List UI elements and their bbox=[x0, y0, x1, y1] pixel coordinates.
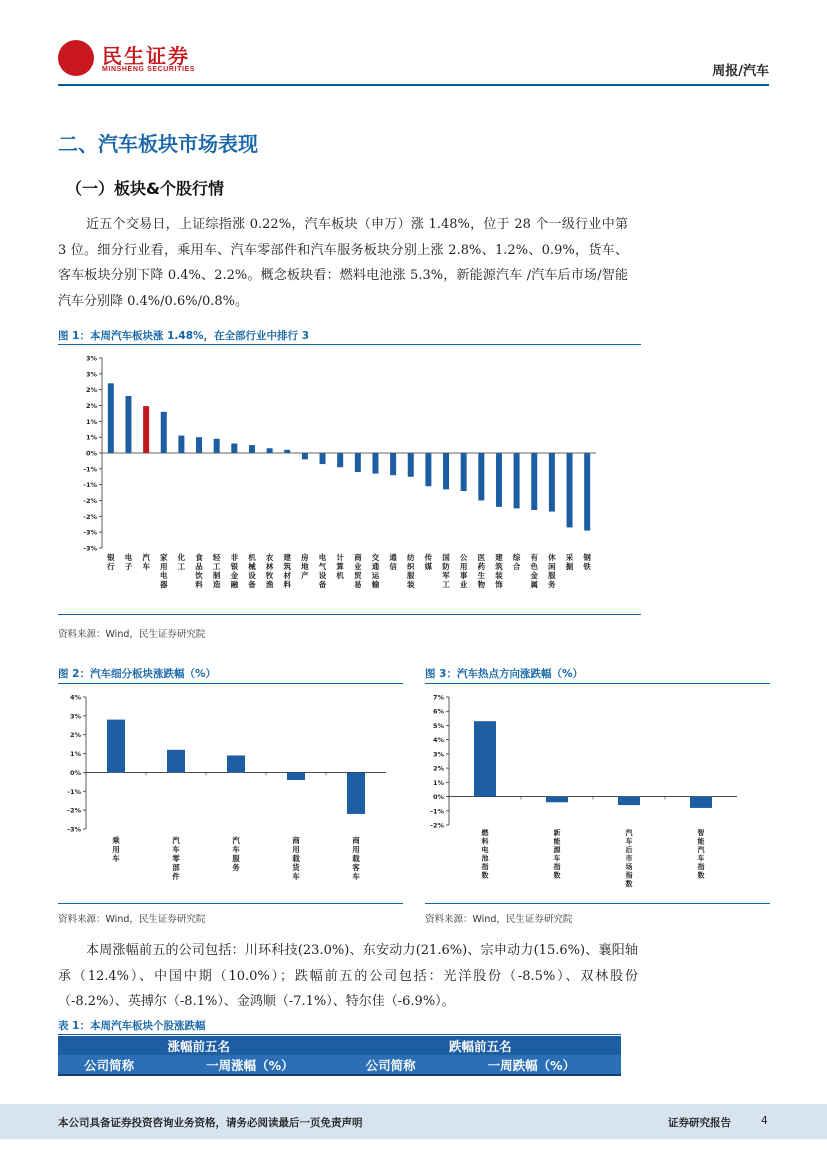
bar-电子 bbox=[125, 396, 131, 453]
bar-房地产 bbox=[302, 453, 308, 459]
y-tick-label: 6% bbox=[432, 707, 444, 716]
bar-建筑装饰 bbox=[496, 453, 502, 507]
y-tick-label: -1% bbox=[83, 481, 97, 490]
figure3-caption-line bbox=[425, 683, 770, 684]
y-tick-label: 3% bbox=[432, 750, 444, 759]
bar-建筑材料 bbox=[284, 450, 290, 453]
bar-交通运输 bbox=[372, 453, 378, 474]
x-tick-label: 燃料电池指数 bbox=[481, 829, 489, 880]
bar-公用事业 bbox=[461, 453, 467, 491]
table-col-weekly-loss: 一周跌幅（%） bbox=[442, 1055, 621, 1075]
bar-食品饮料 bbox=[196, 437, 202, 453]
y-tick-label: -3% bbox=[67, 825, 81, 834]
y-tick-label: -2% bbox=[430, 821, 444, 830]
bar-智能汽车指数 bbox=[690, 797, 712, 808]
bar-机械设备 bbox=[249, 445, 255, 453]
x-tick-label: 房地产 bbox=[301, 553, 309, 580]
y-tick-label: -1% bbox=[83, 465, 97, 474]
bar-银行 bbox=[108, 383, 114, 453]
y-tick-label: 1% bbox=[69, 750, 81, 759]
x-tick-label: 钢铁 bbox=[583, 553, 591, 571]
figure2-chart bbox=[58, 685, 403, 903]
x-tick-label: 医药生物 bbox=[477, 553, 486, 589]
figure1-bottom-line bbox=[58, 614, 641, 615]
y-tick-label: -1% bbox=[67, 787, 81, 796]
y-tick-label: 3% bbox=[85, 370, 97, 379]
bar-汽车零部件 bbox=[167, 750, 185, 773]
x-tick-label: 汽车后市场指数 bbox=[625, 829, 633, 888]
y-tick-label: 7% bbox=[432, 693, 444, 702]
y-tick-label: 0% bbox=[69, 768, 81, 777]
y-tick-label: 1% bbox=[432, 778, 444, 787]
x-tick-label: 汽车 bbox=[142, 553, 150, 571]
x-tick-label: 汽车服务 bbox=[232, 836, 240, 872]
page-number: 4 bbox=[761, 1115, 768, 1127]
x-tick-label: 化工 bbox=[177, 553, 186, 571]
bar-电气设备 bbox=[320, 453, 326, 464]
x-tick-label: 公用事业 bbox=[459, 553, 468, 589]
y-tick-label: 5% bbox=[432, 721, 444, 730]
x-tick-label: 纺织服装 bbox=[407, 553, 415, 589]
table-col-company-down: 公司简称 bbox=[339, 1055, 441, 1075]
y-tick-label: -3% bbox=[83, 528, 97, 537]
figure3-chart bbox=[425, 685, 770, 903]
logo-subtext: MINSHENG SECURITIES bbox=[102, 66, 196, 73]
x-tick-label: 非银金融 bbox=[230, 553, 239, 589]
bar-乘用车 bbox=[107, 720, 125, 773]
table1-caption-line bbox=[58, 1034, 621, 1035]
footer-disclaimer: 本公司具备证券投资咨询业务资格，请务必阅读最后一页免责声明 bbox=[58, 1117, 363, 1129]
x-tick-label: 建筑装饰 bbox=[495, 553, 503, 589]
bar-钢铁 bbox=[584, 453, 590, 531]
figure1-caption: 图 1：本周汽车板块涨 1.48%，在全部行业中排行 3 bbox=[58, 330, 310, 342]
figure2-bottom-line bbox=[58, 903, 403, 904]
bar-休闲服务 bbox=[549, 453, 555, 512]
bar-采掘 bbox=[567, 453, 573, 527]
figure2-source: 资料来源：Wind，民生证券研究院 bbox=[58, 914, 206, 925]
x-tick-label: 乘用车 bbox=[112, 836, 120, 863]
bar-有色金属 bbox=[531, 453, 537, 510]
x-tick-label: 商业贸易 bbox=[354, 553, 362, 589]
y-tick-label: 2% bbox=[85, 402, 97, 410]
subsection-title: （一）板块&个股行情 bbox=[66, 179, 224, 198]
x-tick-label: 智能汽车指数 bbox=[697, 829, 705, 880]
x-tick-label: 食品饮料 bbox=[195, 553, 203, 589]
logo-icon bbox=[58, 40, 94, 76]
x-tick-label: 新能源车指数 bbox=[553, 829, 561, 880]
bar-综合 bbox=[514, 453, 520, 508]
figure1-caption-line bbox=[58, 344, 641, 345]
x-tick-label: 电子 bbox=[124, 553, 133, 571]
figure3-bottom-line bbox=[425, 903, 770, 904]
bar-家用电器 bbox=[161, 412, 167, 453]
y-tick-label: 0% bbox=[432, 793, 444, 802]
y-tick-label: 0% bbox=[85, 449, 97, 458]
bar-通信 bbox=[390, 453, 396, 475]
table1-caption: 表 1：本周汽车板块个股涨跌幅 bbox=[58, 1020, 206, 1032]
y-tick-label: 2% bbox=[85, 386, 97, 395]
x-tick-label: 银行 bbox=[107, 553, 115, 571]
y-tick-label: -2% bbox=[83, 497, 97, 505]
bar-计算机 bbox=[337, 453, 343, 467]
bar-汽车服务 bbox=[227, 755, 245, 772]
x-tick-label: 汽车零部件 bbox=[172, 836, 180, 881]
figure2-caption-line bbox=[58, 683, 403, 684]
bar-化工 bbox=[178, 436, 184, 453]
bar-国防军工 bbox=[443, 453, 449, 489]
x-tick-label: 有色金属 bbox=[530, 553, 538, 589]
paragraph-top-movers: 本周涨幅前五的公司包括：川环科技(23.0%)、东安动力(21.6%)、宗申动力(15.6%)、襄阳轴承（12.4%）、中国中期（10.0%）；跌幅前五的公司包括：光洋股份（-8.5%）、双林股份（-8.2%）、英搏尔（-8.1%）、金鸿顺（-7.1%）、特尔佳（-6.9%）。 bbox=[58, 943, 638, 1009]
bar-新能源车指数 bbox=[546, 797, 568, 803]
x-tick-label: 计算机 bbox=[336, 553, 344, 580]
bar-商业贸易 bbox=[355, 453, 361, 472]
y-tick-label: -2% bbox=[83, 512, 97, 521]
figure3-source: 资料来源：Wind，民生证券研究院 bbox=[425, 914, 573, 925]
x-tick-label: 休闲服务 bbox=[548, 553, 556, 589]
x-tick-label: 电气设备 bbox=[318, 553, 327, 589]
y-tick-label: -3% bbox=[83, 544, 97, 553]
table-col-weekly-gain: 一周涨幅（%） bbox=[160, 1055, 339, 1075]
header-divider bbox=[58, 84, 769, 86]
figure1-source: 资料来源：Wind，民生证券研究院 bbox=[58, 629, 206, 640]
x-tick-label: 采掘 bbox=[565, 553, 574, 571]
x-tick-label: 建筑材料 bbox=[283, 553, 291, 589]
y-tick-label: 3% bbox=[85, 354, 97, 363]
figure2-caption: 图 2：汽车细分板块涨跌幅（%） bbox=[58, 668, 216, 680]
y-tick-label: -1% bbox=[430, 807, 444, 816]
x-tick-label: 通信 bbox=[389, 553, 397, 571]
y-tick-label: -2% bbox=[67, 806, 81, 815]
bar-汽车 bbox=[143, 406, 149, 453]
bar-汽车后市场指数 bbox=[618, 797, 640, 806]
bar-非银金融 bbox=[231, 444, 237, 454]
bar-燃料电池指数 bbox=[474, 721, 496, 796]
logo-text: 民生证券 bbox=[102, 44, 190, 68]
x-tick-label: 交通运输 bbox=[371, 553, 380, 589]
section-title: 二、汽车板块市场表现 bbox=[58, 132, 258, 156]
bar-纺织服装 bbox=[408, 453, 414, 477]
x-tick-label: 轻工制造 bbox=[212, 553, 221, 589]
x-tick-label: 传媒 bbox=[424, 553, 433, 571]
table-col-company-up: 公司简称 bbox=[58, 1055, 160, 1075]
bar-商用载货车 bbox=[287, 772, 305, 780]
table-group-down: 跌幅前五名 bbox=[339, 1036, 621, 1055]
y-tick-label: 4% bbox=[69, 693, 81, 702]
x-tick-label: 综合 bbox=[512, 553, 521, 571]
y-tick-label: 2% bbox=[432, 764, 444, 773]
x-tick-label: 农林牧渔 bbox=[265, 553, 274, 589]
y-tick-label: 2% bbox=[69, 731, 81, 740]
paragraph-market-summary: 近五个交易日，上证综指涨 0.22%，汽车板块（申万）涨 1.48%，位于 28 个一级行业中第 3 位。细分行业看，乘用车、汽车零部件和汽车服务板块分别上涨 2.8%、1.2%、0.9%，货车、客车板块分别下降 0.4%、2.2%。概念板块看：燃料电池涨 5.3%，新能源汽车 /汽车后市场/智能汽车分别降 0.4%/0.6%/0.8%。 bbox=[58, 217, 628, 309]
bar-医药生物 bbox=[478, 453, 484, 501]
y-tick-label: 1% bbox=[85, 433, 97, 442]
figure1-chart bbox=[58, 346, 641, 614]
footer-report-type: 证券研究报告 bbox=[668, 1117, 731, 1129]
x-tick-label: 商用载客车 bbox=[352, 836, 360, 881]
y-tick-label: 3% bbox=[69, 712, 81, 721]
header-section-label: 周报/汽车 bbox=[712, 64, 769, 79]
y-tick-label: 1% bbox=[85, 417, 97, 426]
y-tick-label: 4% bbox=[432, 736, 444, 745]
table-group-up: 涨幅前五名 bbox=[58, 1036, 339, 1055]
bar-轻工制造 bbox=[214, 439, 220, 453]
movers-table bbox=[58, 1036, 621, 1076]
x-tick-label: 国防军工 bbox=[442, 553, 450, 589]
x-tick-label: 机械设备 bbox=[248, 553, 256, 589]
bar-传媒 bbox=[425, 453, 431, 486]
bar-商用载客车 bbox=[347, 772, 365, 813]
bar-农林牧渔 bbox=[267, 448, 273, 453]
x-tick-label: 家用电器 bbox=[160, 553, 168, 589]
figure3-caption: 图 3：汽车热点方向涨跌幅（%） bbox=[425, 668, 583, 680]
x-tick-label: 商用载货车 bbox=[292, 836, 300, 881]
